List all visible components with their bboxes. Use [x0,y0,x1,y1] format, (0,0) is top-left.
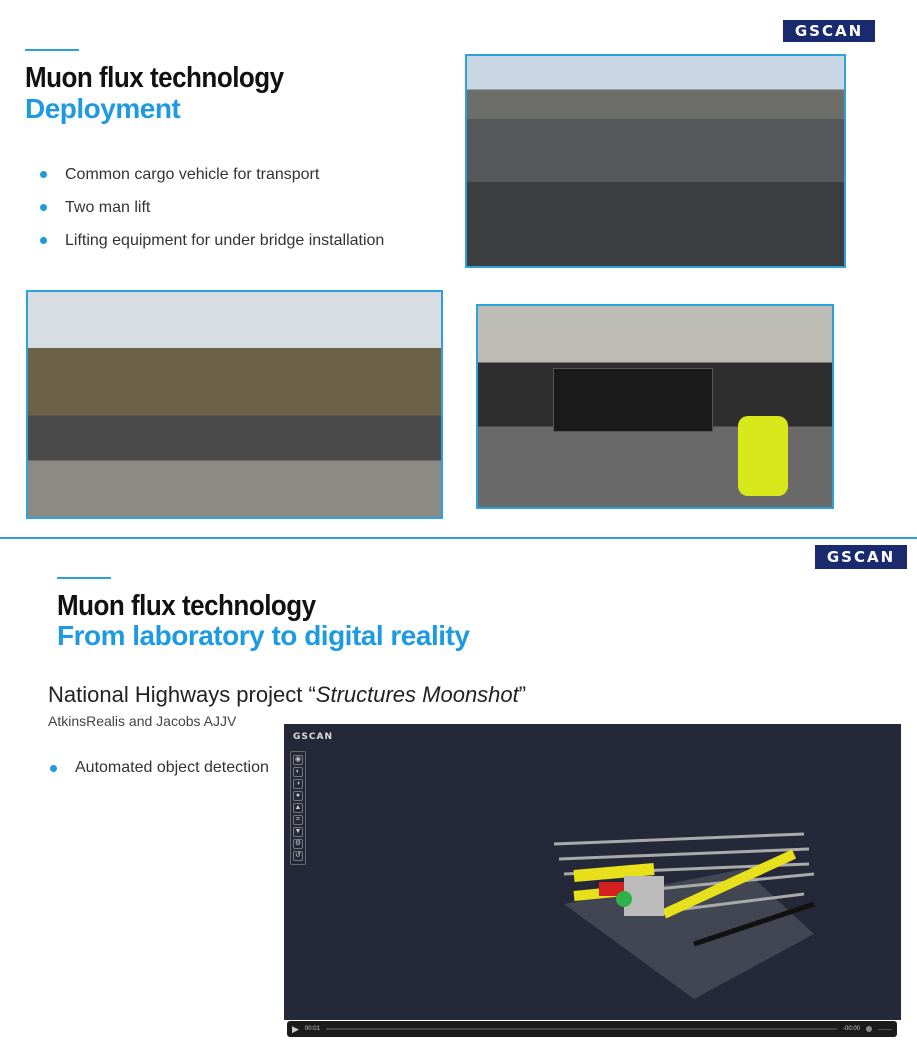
time-remaining: -00:00 [842,1026,860,1032]
filter-icon[interactable]: ▼ [294,828,302,835]
view-front-icon[interactable]: ◐ [293,767,303,777]
bullet-item: Two man lift [40,191,384,224]
slide-subtitle: Deployment [25,93,181,124]
partners: AtkinsRealis and Jacobs AJJV [48,713,237,729]
volume-icon[interactable] [866,1026,872,1032]
bridge-lift-photo [465,54,846,268]
viewer-logo: GSCAN [293,732,333,742]
under-bridge-install-photo [476,304,834,509]
3d-model[interactable] [544,814,844,1004]
layers-icon[interactable]: ▲ [294,804,302,811]
project-name: Structures Moonshot [315,682,519,707]
slide-divider [0,537,917,539]
bullet-item: Automated object detection [50,759,269,777]
slide-title: Muon flux technology [57,588,316,622]
gscan-logo: GSCAN [815,545,907,569]
slide-subtitle: From laboratory to digital reality [57,620,470,651]
gscan-logo: GSCAN [783,20,875,42]
view-top-icon[interactable]: ◉ [294,756,302,763]
crop-icon[interactable]: ⌗ [293,815,303,825]
volume-slider[interactable] [878,1029,892,1030]
slide-title: Muon flux technology [25,60,284,94]
bullet-item: Lifting equipment for under bridge installation [40,224,384,257]
viewer-toolbar [290,751,306,865]
seek-bar[interactable] [326,1028,837,1030]
accent-line [25,49,79,51]
bullet-item: Common cargo vehicle for transport [40,158,384,191]
roadside-trailer-photo [26,290,443,519]
video-controls [287,1021,897,1037]
play-icon[interactable]: ▶ [292,1023,299,1034]
time-current: 00:01 [304,1026,320,1032]
project-suffix: ” [518,682,527,707]
project-heading [48,682,526,708]
settings-icon[interactable]: ⚙ [294,840,302,847]
project-prefix: National Highways project “ [48,682,316,707]
view-iso-icon[interactable]: ● [293,791,303,801]
accent-line [57,577,111,579]
reset-icon[interactable]: ↺ [293,851,303,861]
video-viewer[interactable] [284,724,901,1020]
view-side-icon[interactable]: ◑ [293,779,303,789]
